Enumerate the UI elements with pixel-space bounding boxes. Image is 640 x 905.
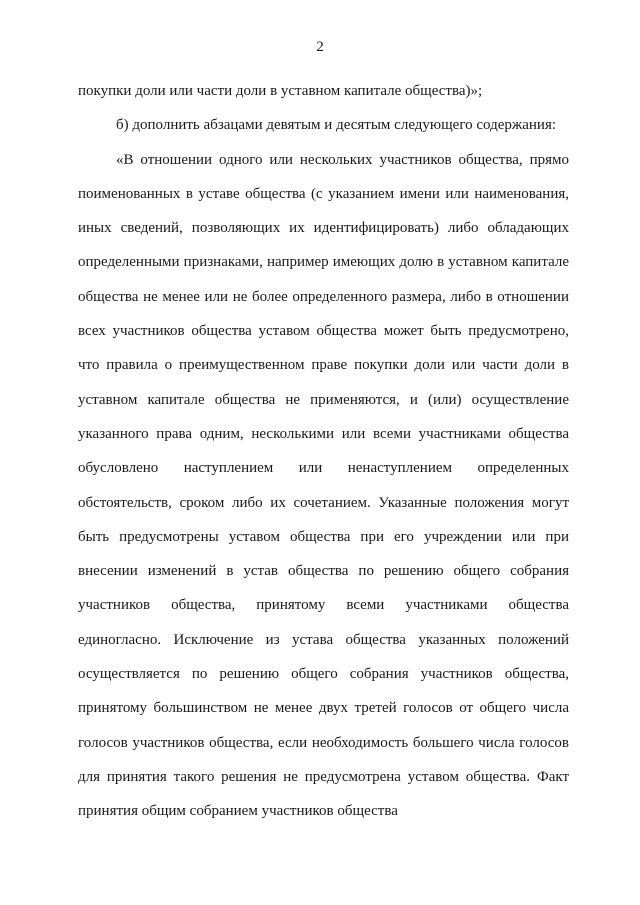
page-number: 2: [316, 39, 324, 55]
paragraph-amendment-b: б) дополнить абзацами девятым и десятым следующего содержания:: [116, 117, 557, 134]
paragraph-quoted-text: «В отношении одного или нескольких участников общества, прямо поименованных в уставе общества (с указанием имени или наименования, иных сведений, позволяющих их идентифицировать) либо обладающих определенными признаками, например имеющих долю в уставном капитале общества не менее или не более определенного размера, либо в отношении всех участников общества уставом общества может быть предусмотрено, что правила о преимущественном праве покупки доли или части доли в уставном капитале общества не применяются, и (или) осуществление указанного права одним, несколькими или всеми участниками общества обусловлено наступлением или ненаступлением определенных обстоятельств, сроком либо их сочетанием. Указанные положения могут быть предусмотрены уставом общества при его учреждении или при внесении изменений в устав общества по решению общего собрания участников общества, принятому всеми участниками общества единогласно. Исключение из устава общества указанных положений осуществляется по решению общего собрания участников общества, принятому большинством не менее двух третей голосов от общего числа голосов участников общества, если необходимость большего числа голосов для принятия такого решения не предусмотрена уставом общества. Факт принятия общим собранием участников общества: [78, 151, 569, 820]
paragraph-continuation: покупки доли или части доли в уставном капитале общества)»;: [78, 83, 483, 99]
document-body: [78, 74, 569, 829]
